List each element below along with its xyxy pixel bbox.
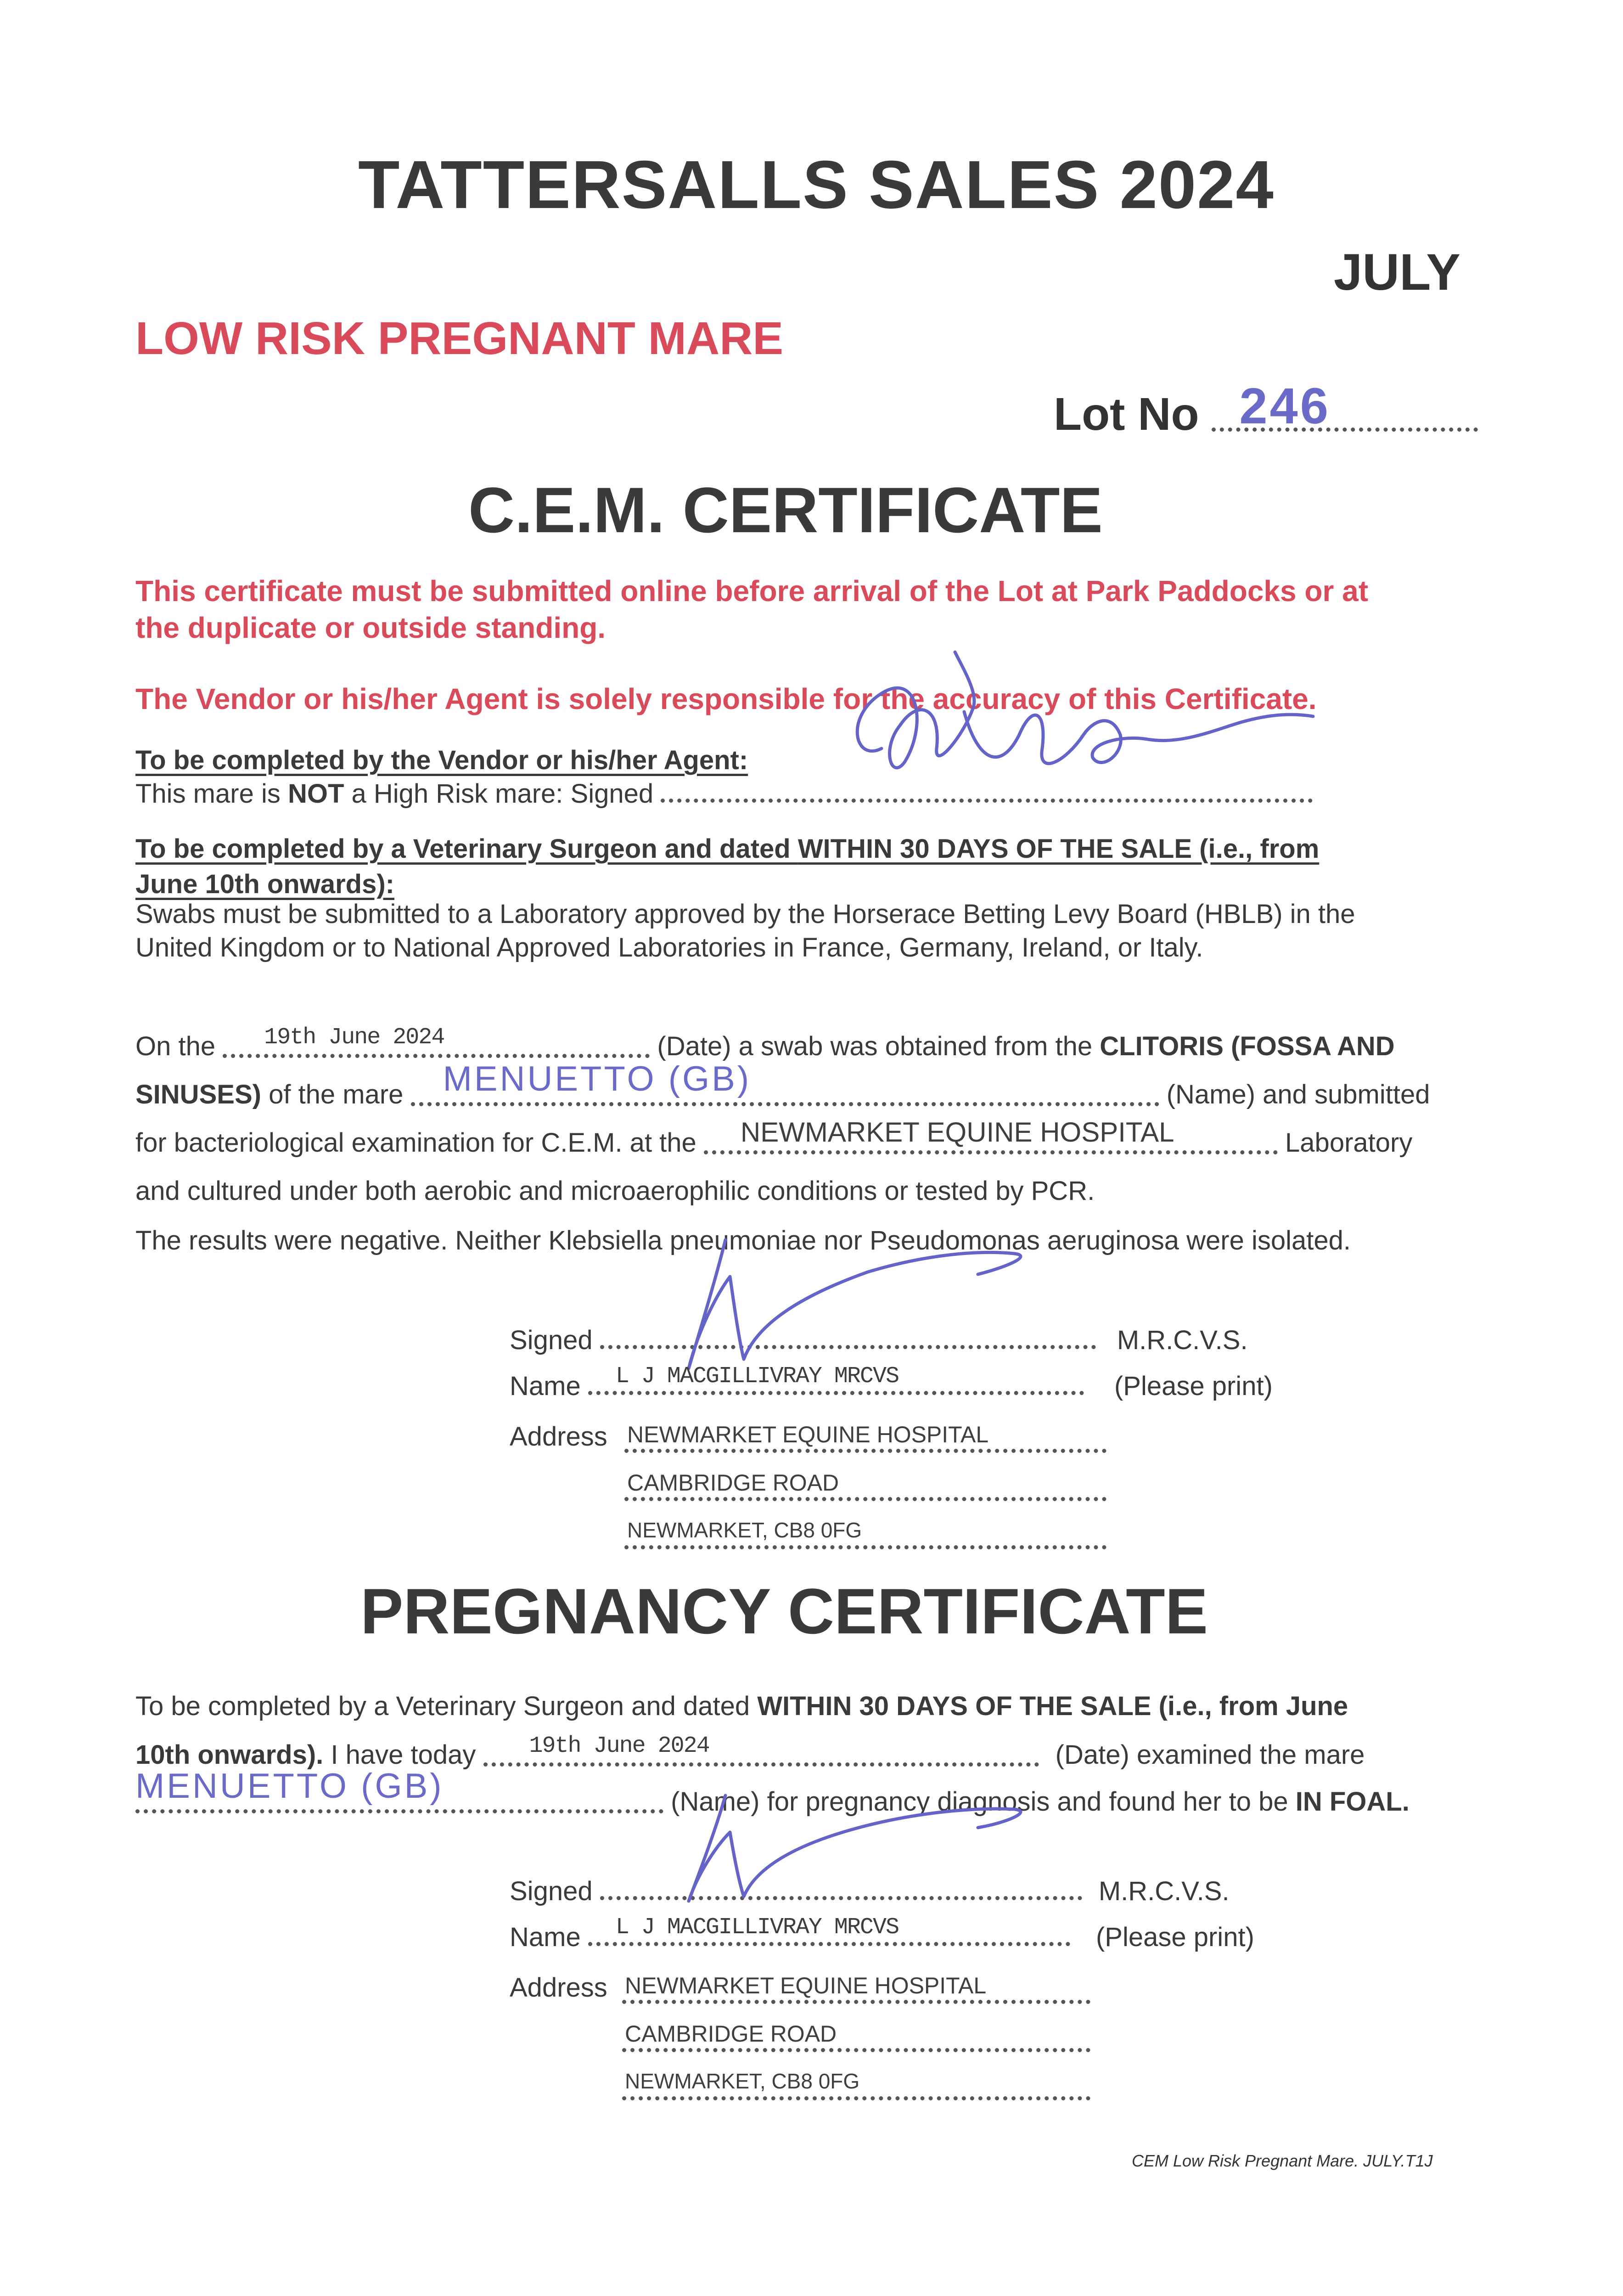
mare-name-line: SINUSES) of the mare MENUETTO (GB) (Name) and submitted (135, 1059, 1430, 1109)
cem-signed-row: Signed M.R.C.V.S. (510, 1325, 1248, 1355)
cem-vet-signature (657, 1221, 1070, 1387)
form-reference: CEM Low Risk Pregnant Mare. JULY.T1J (1132, 2151, 1433, 2170)
cem-address-line1: NEWMARKET EQUINE HOSPITAL (624, 1421, 1106, 1453)
laboratory-name: NEWMARKET EQUINE HOSPITAL (740, 1117, 1174, 1148)
pregnancy-mare-name: MENUETTO (GB) (135, 1767, 444, 1806)
vendor-declaration: This mare is NOT a High Risk mare: Signed (135, 778, 1313, 809)
culture-conditions: and cultured under both aerobic and microaerophilic conditions or tested by PCR. (135, 1176, 1095, 1206)
pregnancy-name-row: Name L J MACGILLIVRAY MRCVS (Please print) (510, 1914, 1254, 1952)
swab-instructions-line1: Swabs must be submitted to a Laboratory approved by the Horserace Betting Levy Board (HBLB) in the (135, 899, 1355, 929)
pregnancy-address-line2: CAMBRIDGE ROAD (622, 2020, 1090, 2052)
pregnancy-address-line1: NEWMARKET EQUINE HOSPITAL (622, 1972, 1090, 2004)
laboratory-line: for bacteriological examination for C.E.M. at the NEWMARKET EQUINE HOSPITAL Laboratory (135, 1117, 1413, 1158)
certificate-category: LOW RISK PREGNANT MARE (135, 313, 784, 364)
pregnancy-line1: To be completed by a Veterinary Surgeon and dated WITHIN 30 DAYS OF THE SALE (i.e., from June (135, 1691, 1348, 1721)
cem-address-line2: CAMBRIDGE ROAD (624, 1469, 1106, 1501)
test-results: The results were negative. Neither Klebsiella pneumoniae nor Pseudomonas aeruginosa were isolated. (135, 1226, 1351, 1255)
swab-date-line: On the 19th June 2024 (Date) a swab was obtained from the CLITORIS (FOSSA AND (135, 1024, 1395, 1061)
pregnancy-address-label: Address (510, 1973, 607, 2003)
cem-name-row: Name L J MACGILLIVRAY MRCVS (Please print) (510, 1363, 1273, 1401)
cem-mare-name: MENUETTO (GB) (443, 1059, 752, 1098)
pregnancy-heading: PREGNANCY CERTIFICATE (360, 1575, 1208, 1647)
sale-month: JULY (1334, 243, 1461, 301)
pregnancy-exam-date: 19th June 2024 (529, 1733, 709, 1759)
vet-section-heading: To be completed by a Veterinary Surgeon and dated WITHIN 30 DAYS OF THE SALE (i.e., from (135, 834, 1320, 864)
pregnancy-line2: 10th onwards). I have today 19th June 2024 (Date) examined the mare (135, 1733, 1365, 1770)
cem-address-line3: NEWMARKET, CB8 0FG (624, 1518, 1106, 1549)
submission-notice-line2: the duplicate or outside standing. (135, 611, 606, 644)
cem-address-label: Address (510, 1422, 607, 1452)
cem-heading: C.E.M. CERTIFICATE (468, 474, 1103, 546)
swab-date: 19th June 2024 (264, 1024, 444, 1051)
pregnancy-vet-name: L J MACGILLIVRAY MRCVS (615, 1914, 899, 1941)
vet-section-heading-line2: June 10th onwards): (135, 869, 394, 899)
pregnancy-address-line3: NEWMARKET, CB8 0FG (622, 2069, 1090, 2100)
responsibility-notice: The Vendor or his/her Agent is solely responsible for the accuracy of this Certificate. (135, 682, 1317, 715)
document-title: TATTERSALLS SALES 2024 (358, 147, 1275, 223)
pregnancy-line3: MENUETTO (GB) (Name) for pregnancy diagnosis and found her to be IN FOAL. (135, 1767, 1410, 1817)
submission-notice-line1: This certificate must be submitted online before arrival of the Lot at Park Paddocks or at (135, 574, 1369, 608)
pregnancy-signed-row: Signed M.R.C.V.S. (510, 1876, 1230, 1906)
swab-instructions-line2: United Kingdom or to National Approved Laboratories in France, Germany, Ireland, or Italy. (135, 933, 1203, 962)
pregnancy-vet-signature (657, 1782, 1070, 1919)
vendor-section-heading: To be completed by the Vendor or his/her Agent: (135, 745, 748, 775)
lot-number-value: 246 (1239, 378, 1331, 434)
vendor-signature (826, 643, 1331, 808)
cem-vet-name: L J MACGILLIVRAY MRCVS (615, 1363, 899, 1390)
lot-number-label: Lot No 246 (1054, 388, 1478, 441)
